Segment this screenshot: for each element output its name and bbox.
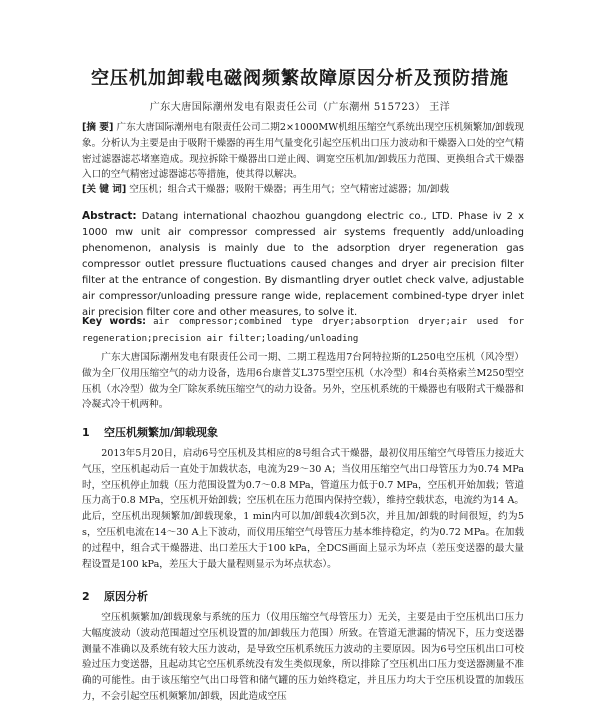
abstract-en: [82, 208, 524, 321]
section-1-title: 空压机频繁加/卸载现象: [104, 426, 219, 439]
keywords-en-label: Key words:: [82, 316, 146, 327]
section-1-number: 1: [82, 426, 90, 439]
keywords-en-text: air compressor;combined type dryer;absorption dryer;air used for regeneration;precision air filter;loading/unloading: [82, 317, 524, 344]
section-1-heading: [82, 424, 218, 440]
keywords-en: [82, 314, 524, 348]
section-2-number: 2: [82, 590, 90, 603]
keywords-cn-label: [关 键 词]: [82, 184, 127, 195]
abstract-cn: [82, 120, 524, 183]
section-2-heading: [82, 588, 148, 604]
abstract-en-text: Datang international chaozhou guangdong electric co., LTD. Phase iv 2 x 1000 mw unit air compressor compressed air systems frequently add/unloading phenomenon, analysis is mainly due to the adsorption dryer regeneration gas compressor outlet pressure fluctuations caused changes and dryer air precision filter filter at the entrance of congestion. By dismantling dryer outlet check valve, adjustable air compressor/unloading pressure range wide, replacement combined-type dryer inlet air precision filter core and other measures, to solve it.: [82, 211, 524, 318]
intro-paragraph: 广东大唐国际潮州发电有限责任公司一期、二期工程选用7台阿特拉斯的L250电空压机（风冷型）做为全厂仪用压缩空气的动力设备，选用6台康普艾L375型空压机（水冷型）和4台英格索兰M250型空压机（水冷型）做为全厂除灰系统压缩空气的动力设备。另外，空压机系统的干燥器也有吸附式干燥器和冷凝式冷干机两种。: [82, 352, 524, 411]
abstract-cn-label: [摘 要]: [82, 122, 114, 133]
abstract-cn-text: 广东大唐国际潮州电有限责任公司二期2×1000MW机组压缩空气系统出现空压机频繁加/卸载现象。分析认为主要是由于吸附干燥器的再生用气量变化引起空压机出口压力波动和干燥器入口处的空气精密过滤器滤芯堵塞造成。现拉拆除干燥器出口逆止阀、调宽空压机加/卸载压力范围、更换组合式干燥器入口的空气精密过滤器滤芯等措施，使其得以解决。: [82, 122, 524, 181]
paper-title: 空压机加卸载电磁阀频繁故障原因分析及预防措施: [91, 68, 509, 89]
keywords-cn-text: 空压机；组合式干燥器；吸附干燥器；再生用气；空气精密过滤器；加/卸载: [129, 184, 450, 195]
section-2-title: 原因分析: [104, 590, 148, 603]
author-affiliation: 广东大唐国际潮州发电有限责任公司（广东潮州 515723） 王洋: [149, 102, 451, 113]
keywords-cn: [82, 182, 524, 198]
section-1-text: 2013年5月20日，启动6号空压机及其相应的8号组合式干燥器，最初仪用压缩空气母管压力接近大气压，空压机起动后一直处于加载状态，电流为29～30 A；当仪用压缩空气出口母管压力为0.74 MPa时，空压机停止加载（压力范围设置为0.7～0.8 MPa，管道压力低于0.7 MPa，空压机开始加载；管道压力高于0.8 MPa，空压机开始卸载；空压机在压力范围内保持空载），维持空载状态，电流约为14 A。此后，空压机出现频繁加/卸载现象，1 min内可以加/卸载4次到5次，并且加/卸载的时间很短，约为5 s，空压机电流在14～30 A上下波动，而仪用压缩空气母管压力基本维持稳定，约为0.72 MPa。在加载的过程中，组合式干燥器进、出口差压大于100 kPa，全DCS画面上显示为坏点（差压变送器的最大量程设置是100 kPa，差压大于最大量程则显示为坏点状态）。: [82, 448, 524, 570]
section-2-text: 空压机频繁加/卸载现象与系统的压力（仪用压缩空气母管压力）无关，主要是由于空压机出口压力大幅度波动（波动范围超过空压机设置的加/卸载压力范围）所致。在管道无泄漏的情况下，压力变送器测量不准确以及系统有较大压力波动，是导致空压机系统压力波动的主要原因。因为6号空压机出口可校验过压力变送器，且起动其它空压机系统没有发生类似现象，所以排除了空压机出口压力变送器测量不准确的可能性。由于该压缩空气出口母管和储气罐的压力始终稳定，并且压力均大于空压机设置的加载压力，不会引起空压机频繁加/卸载，因此造成空压: [82, 612, 524, 702]
abstract-en-label: Abstract:: [82, 210, 137, 222]
